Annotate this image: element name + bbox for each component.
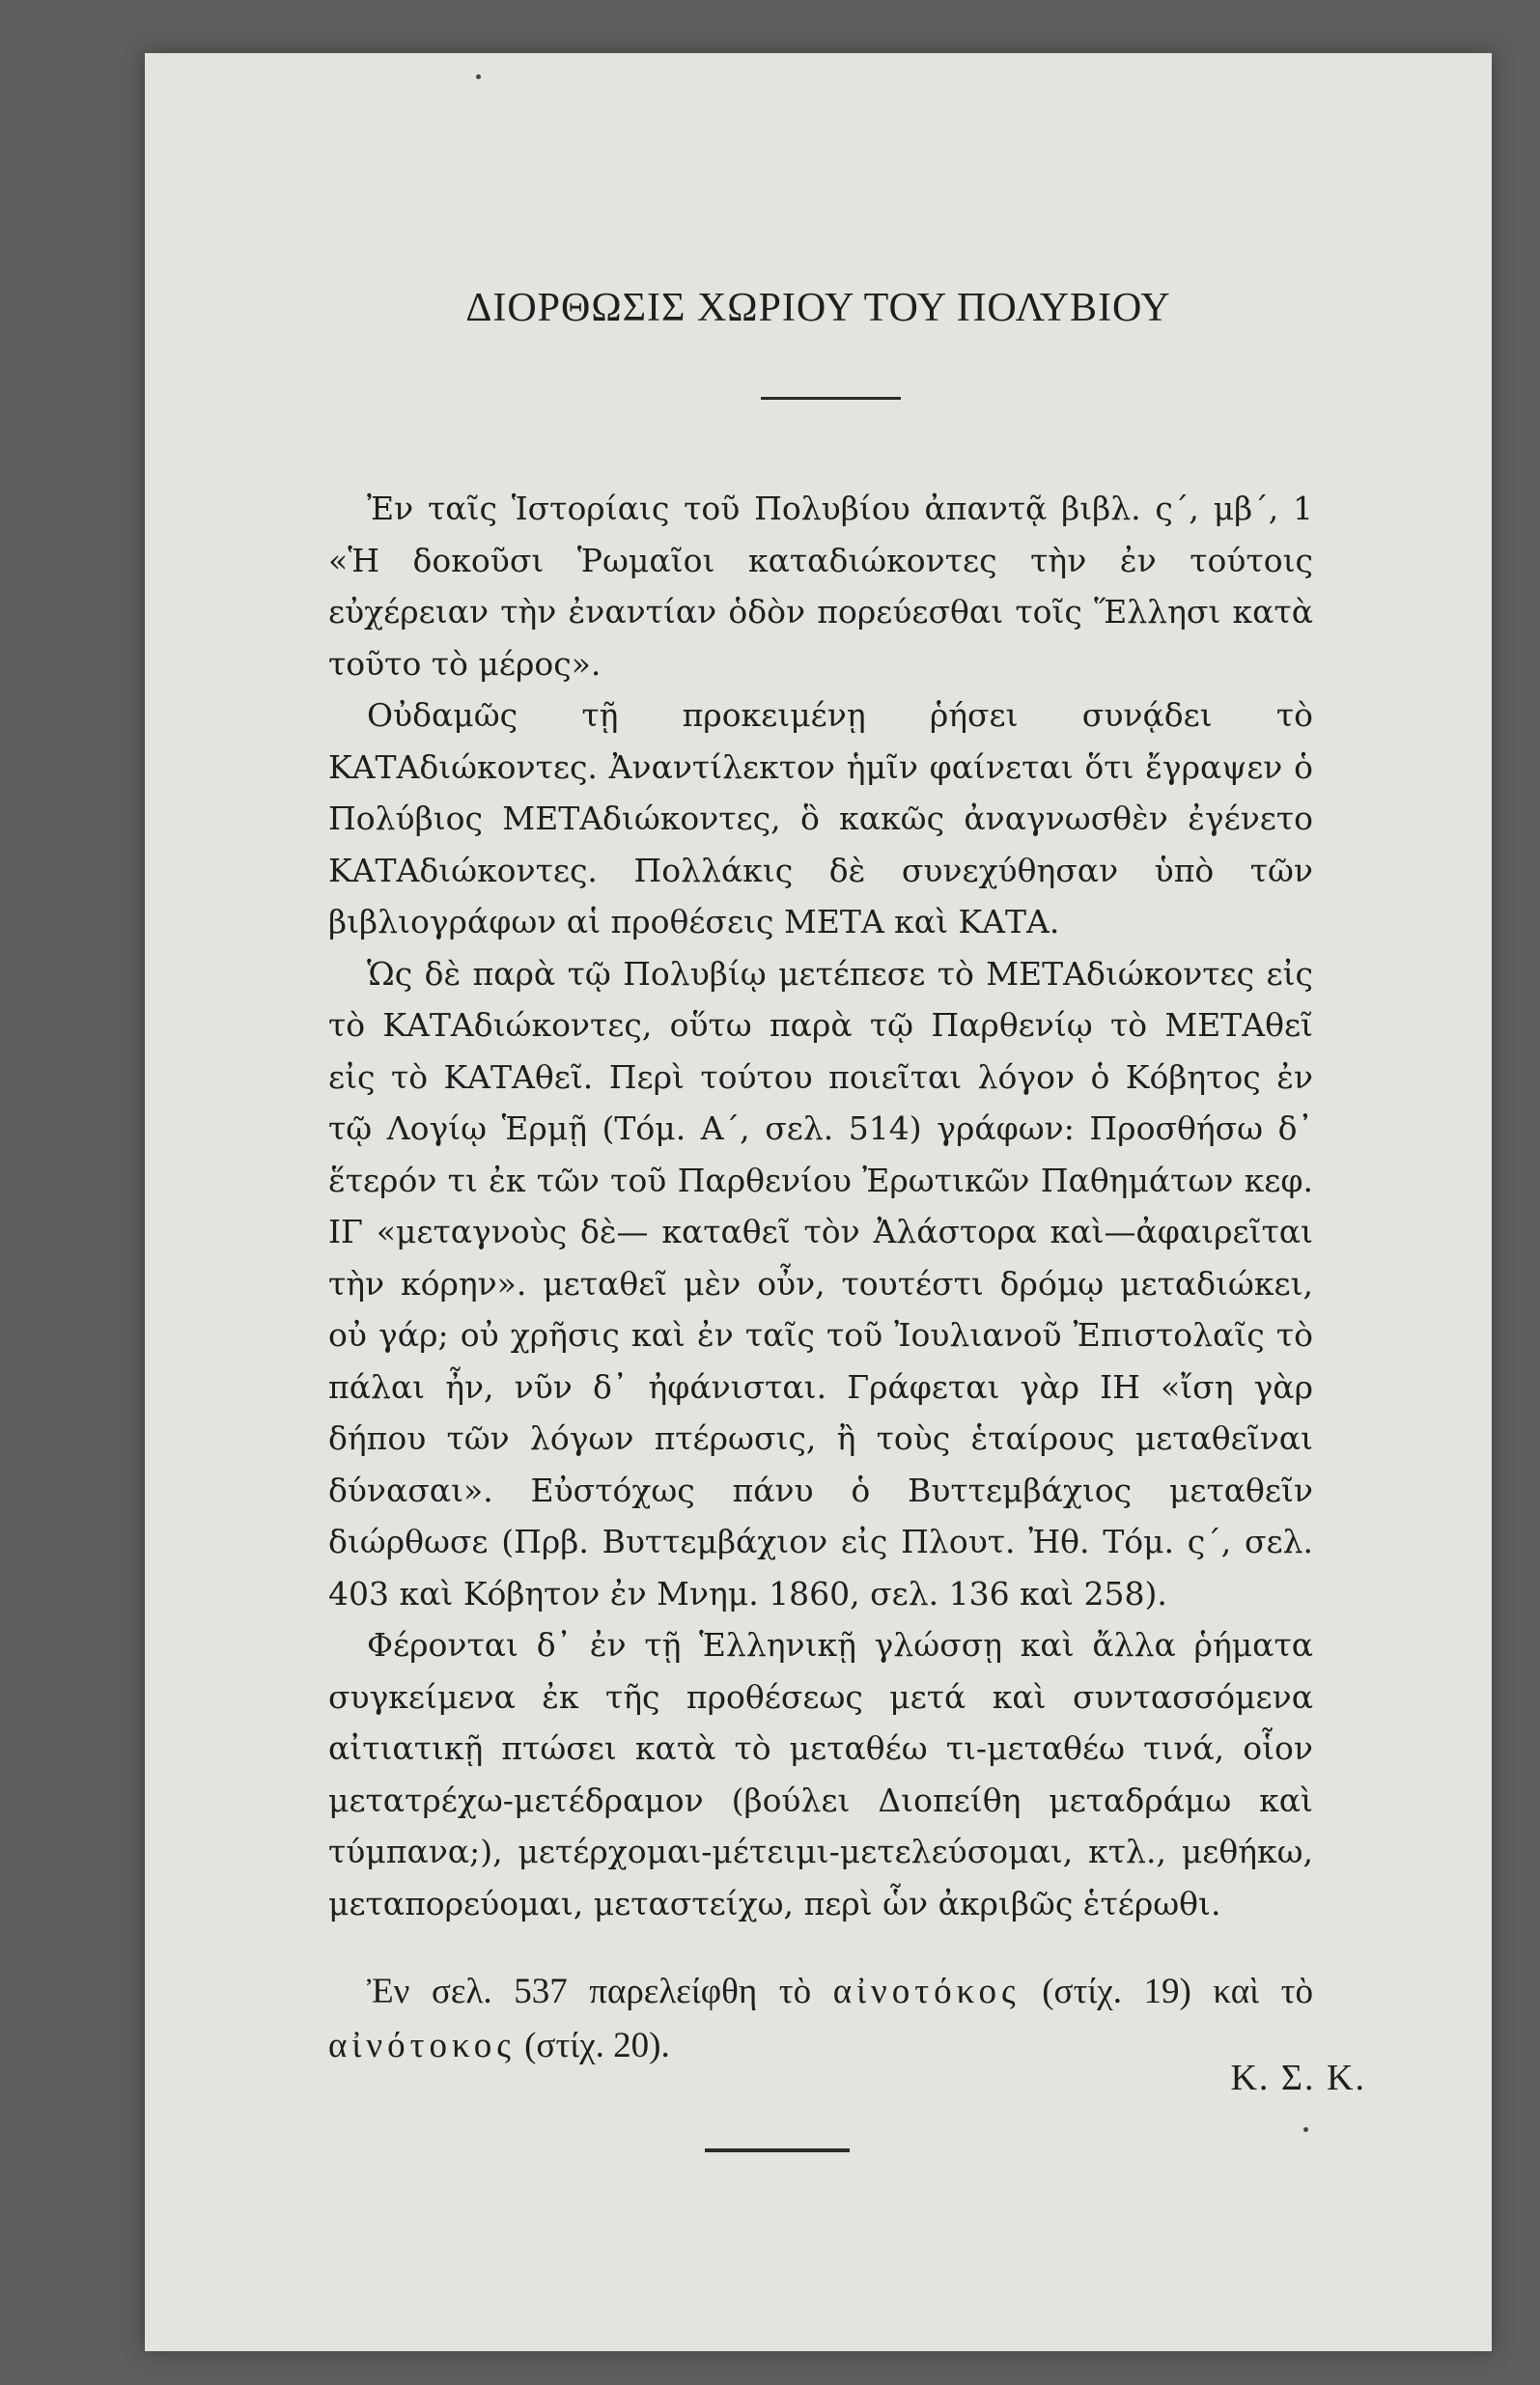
title-divider	[761, 397, 901, 400]
paragraph-3: Ὡς δὲ παρὰ τῷ Πολυβίῳ μετέπεσε τὸ ΜΕΤΑδιώκοντες εἰς τὸ ΚΑΤΑδιώκοντες, οὕτω παρὰ τῷ Παρθενίῳ τὸ ΜΕΤΑθεῖ εἰς τὸ ΚΑΤΑθεῖ. Περὶ τούτου ποιεῖται λόγον ὁ Κόβητος ἐν τῷ Λογίῳ Ἑρμῇ (Τόμ. Α΄, σελ. 514) γράφων: Προσθήσω δ᾽ ἕτερόν τι ἐκ τῶν τοῦ Παρθενίου Ἐρωτικῶν Παθημάτων κεφ. ΙΓ «μεταγνοὺς δὲ— καταθεῖ τὸν Ἀλάστορα καὶ—ἀφαιρεῖται τὴν κόρην». μεταθεῖ μὲν οὖν, τουτέστι δρόμῳ μεταδιώκει, οὐ γάρ; οὐ χρῆσις καὶ ἐν ταῖς τοῦ Ἰουλιανοῦ Ἐπιστολαῖς τὸ πάλαι ἦν, νῦν δ᾽ ἠφάνισται. Γράφεται γὰρ ΙΗ «ἴση γὰρ δήπου τῶν λόγων πτέρωσις, ἢ τοὺς ἑταίρους μεταθεῖναι δύνασαι». Εὐστόχως πάνυ ὁ Βυττεμβάχιος μεταθεῖν διώρθωσε (Πρβ. Βυττεμβάχιον εἰς Πλουτ. Ἠθ. Τόμ. ς΄, σελ. 403 καὶ Κόβητον ἐν Μνημ. 1860, σελ. 136 καὶ 258).	[328, 954, 1313, 1613]
author-signature: Κ. Σ. Κ.	[1230, 2058, 1366, 2098]
note-middle: (στίχ. 19) καὶ τὸ	[1020, 1972, 1313, 2011]
note-word-2: αἰνότοκος	[328, 2026, 516, 2065]
article-title: ΔΙΟΡΘΩΣΙΣ ΧΩΡΙΟΥ ΤΟΥ ΠΟΛΥΒΙΟΥ	[465, 286, 1171, 330]
document-page	[145, 53, 1492, 2351]
paragraph-2: Οὐδαμῶς τῇ προκειμένῃ ῥήσει συνᾴδει τὸ ΚΑΤΑδιώκοντες. Ἀναντίλεκτον ἡμῖν φαίνεται ὅτι ἔγραψεν ὁ Πολύβιος ΜΕΤΑδιώκοντες, ὃ κακῶς ἀναγνωσθὲν ἐγένετο ΚΑΤΑδιώκοντες. Πολλάκις δὲ συνεχύθησαν ὑπὸ τῶν βιβλιογράφων αἱ προθέσεις ΜΕΤΑ καὶ ΚΑΤΑ.	[328, 696, 1313, 940]
note-suffix: (στίχ. 20).	[515, 2026, 670, 2065]
note-prefix: Ἐν σελ. 537 παρελείφθη τὸ	[367, 1972, 833, 2011]
note-word-1: αἰνοτόκος	[832, 1972, 1021, 2011]
page-speck	[476, 74, 481, 79]
page-speck	[1303, 2127, 1308, 2132]
paragraph-1: Ἐν ταῖς Ἱστορίαις τοῦ Πολυβίου ἀπαντᾷ βιβλ. ς΄, μβ΄, 1 «Ἡ δοκοῦσι Ῥωμαῖοι καταδιώκοντες τὴν ἐν τούτοις εὐχέρειαν τὴν ἐναντίαν ὁδὸν πορεύεσθαι τοῖς Ἕλλησι κατὰ τοῦτο τὸ μέρος».	[328, 490, 1313, 683]
closing-divider	[705, 2148, 850, 2152]
erratum-note	[328, 1965, 1313, 2073]
paragraph-4: Φέρονται δ᾽ ἐν τῇ Ἑλληνικῇ γλώσσῃ καὶ ἄλλα ῥήματα συγκείμενα ἐκ τῆς προθέσεως μετά καὶ συντασσόμενα αἰτιατικῇ πτώσει κατὰ τὸ μεταθέω τι-μεταθέω τινά, οἷον μετατρέχω-μετέδραμον (βούλει Διοπείθη μεταδράμω καὶ τύμπανα;), μετέρχομαι-μέτειμι-μετελεύσομαι, κτλ., μεθήκω, μεταπορεύομαι, μεταστείχω, περὶ ὧν ἀκριβῶς ἑτέρωθι.	[328, 1626, 1313, 1922]
article-body	[328, 483, 1313, 1929]
